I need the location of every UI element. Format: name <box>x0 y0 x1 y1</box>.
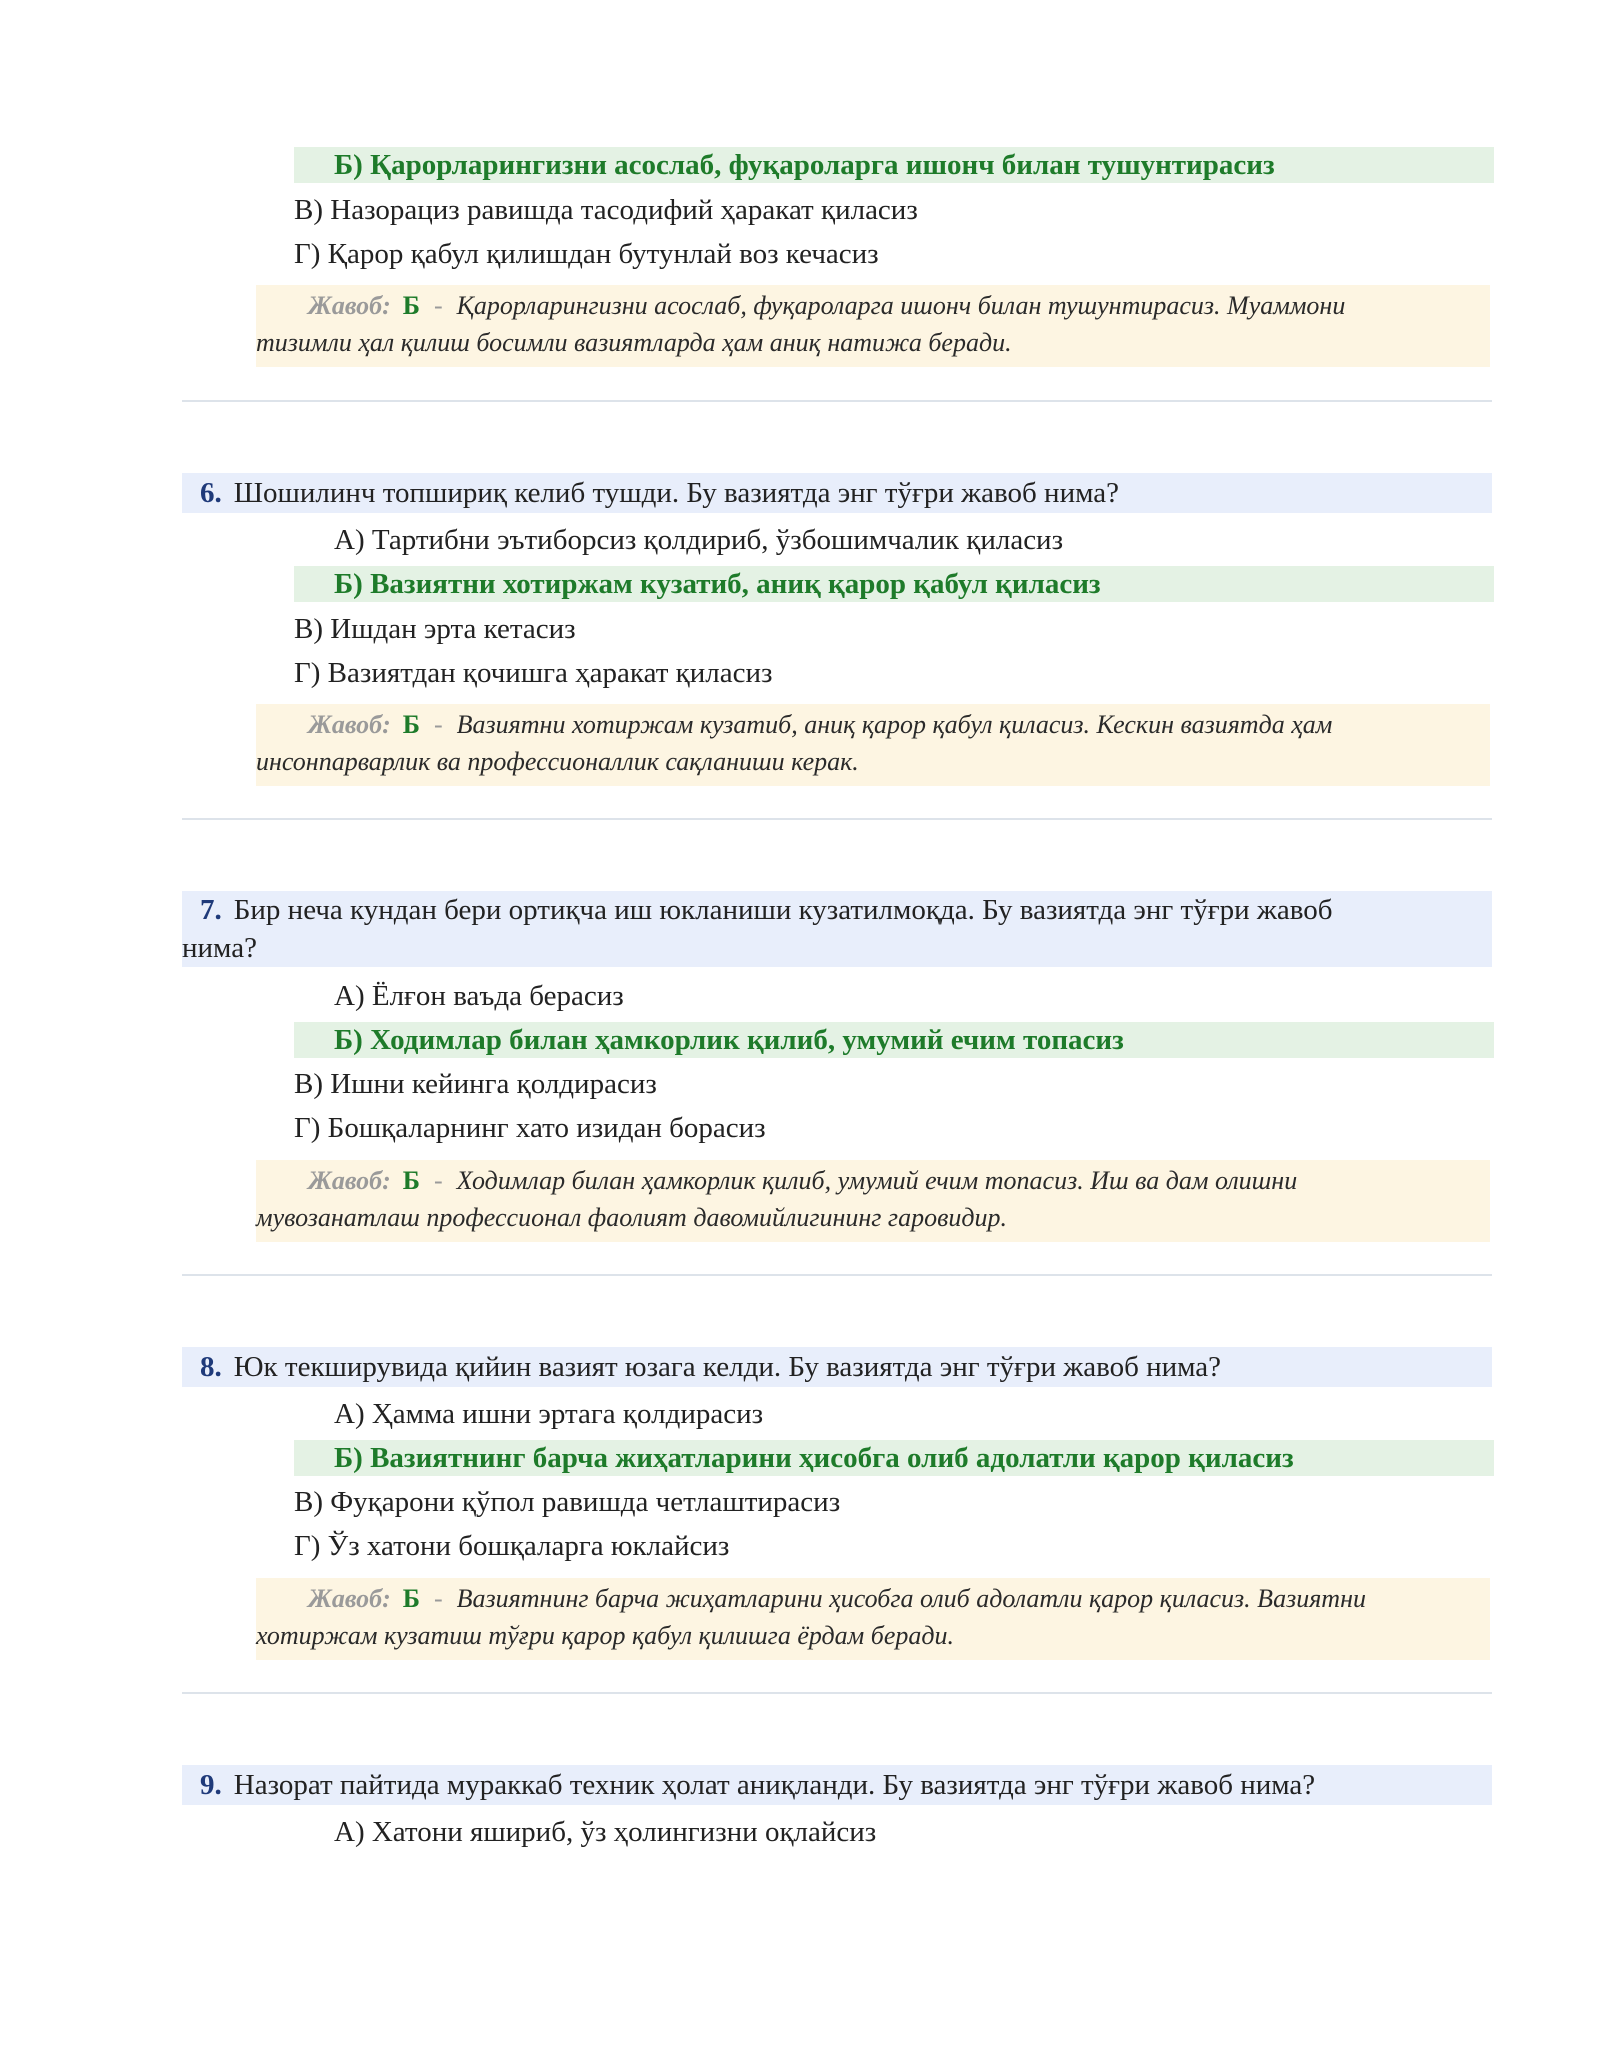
answer-label: Жавоб: <box>308 1166 391 1195</box>
option-a: А) Тартибни эътиборсиз қолдириб, ўзбошимчалик қиласиз <box>334 524 1064 556</box>
option-a: А) Ёлғон ваъда берасиз <box>334 980 624 1012</box>
option-v: В) Назорациз равишда тасодифий ҳаракат қиласиз <box>294 194 918 226</box>
question-text: Юк текширувида қийин вазият юзага келди. Бу вазиятда энг тўғри жавоб нима? <box>233 1351 1222 1383</box>
section-divider <box>182 818 1492 820</box>
answer-letter: Б <box>402 291 420 320</box>
correct-option-b: Б) Вазиятнинг барча жиҳатларини ҳисобга олиб адолатли қарор қиласиз <box>294 1440 1494 1476</box>
section-divider <box>182 1692 1492 1694</box>
answer-dash: - <box>433 291 443 320</box>
answer-text-cont: инсонпарварлик ва профессионаллик сақланиши керак. <box>256 747 859 776</box>
answer-box <box>256 285 1490 367</box>
option-v: В) Ишдан эрта кетасиз <box>294 613 576 645</box>
answer-box <box>256 704 1490 786</box>
section-divider <box>182 1274 1492 1276</box>
answer-dash: - <box>433 1166 443 1195</box>
option-g: Г) Ўз хатони бошқаларга юклайсиз <box>294 1530 730 1562</box>
question-text: Назорат пайтида мураккаб техник ҳолат аниқланди. Бу вазиятда энг тўғри жавоб нима? <box>233 1769 1316 1801</box>
answer-dash: - <box>433 710 443 739</box>
option-v: В) Фуқарони қўпол равишда четлаштирасиз <box>294 1486 841 1518</box>
question-text: Шошилинч топшириқ келиб тушди. Бу вазиятда энг тўғри жавоб нима? <box>233 477 1119 509</box>
question-number: 8. <box>200 1351 222 1383</box>
answer-text: Вазиятнинг барча жиҳатларини ҳисобга олиб адолатли қарор қиласиз. Вазиятни <box>456 1584 1366 1613</box>
option-v: В) Ишни кейинга қолдирасиз <box>294 1068 657 1100</box>
answer-text: Вазиятни хотиржам кузатиб, аниқ қарор қабул қиласиз. Кескин вазиятда ҳам <box>456 710 1333 739</box>
option-g: Г) Бошқаларнинг хато изидан борасиз <box>294 1112 766 1144</box>
correct-option-b: Б) Қарорларингизни асослаб, фуқароларга ишонч билан тушунтирасиз <box>294 147 1494 183</box>
answer-text: Қарорларингизни асослаб, фуқароларга ишонч билан тушунтирасиз. Муаммони <box>456 291 1346 320</box>
answer-label: Жавоб: <box>308 710 391 739</box>
answer-text-cont: тизимли ҳал қилиш босимли вазиятларда ҳам аниқ натижа беради. <box>256 328 1012 357</box>
answer-label: Жавоб: <box>308 291 391 320</box>
answer-box <box>256 1578 1490 1660</box>
answer-letter: Б <box>402 1166 420 1195</box>
answer-letter: Б <box>402 1584 420 1613</box>
question-8 <box>182 1347 1492 1387</box>
question-7 <box>182 891 1492 967</box>
option-g: Г) Қарор қабул қилишдан бутунлай воз кечасиз <box>294 238 879 270</box>
answer-text-cont: мувозанатлаш профессионал фаолият давомийлигининг гаровидир. <box>256 1203 1008 1232</box>
correct-option-b: Б) Ходимлар билан ҳамкорлик қилиб, умумий ечим топасиз <box>294 1022 1494 1058</box>
question-number: 6. <box>200 477 222 509</box>
option-a: А) Хатони яшириб, ўз ҳолингизни оқлайсиз <box>334 1816 877 1848</box>
answer-text: Ходимлар билан ҳамкорлик қилиб, умумий ечим топасиз. Иш ва дам олишни <box>456 1166 1298 1195</box>
question-6 <box>182 473 1492 513</box>
question-number: 9. <box>200 1769 222 1801</box>
answer-label: Жавоб: <box>308 1584 391 1613</box>
correct-option-b: Б) Вазиятни хотиржам кузатиб, аниқ қарор қабул қиласиз <box>294 566 1494 602</box>
question-text: Бир неча кундан бери ортиқча иш юкланиши кузатилмоқда. Бу вазиятда энг тўғри жавоб <box>233 894 1333 926</box>
section-divider <box>182 400 1492 402</box>
option-a: А) Ҳамма ишни эртага қолдирасиз <box>334 1398 764 1430</box>
answer-dash: - <box>433 1584 443 1613</box>
question-text-cont: нима? <box>182 932 257 964</box>
question-number: 7. <box>200 894 222 926</box>
answer-text-cont: хотиржам кузатиш тўғри қарор қабул қилишга ёрдам беради. <box>256 1621 955 1650</box>
option-g: Г) Вазиятдан қочишга ҳаракат қиласиз <box>294 657 773 689</box>
answer-letter: Б <box>402 710 420 739</box>
question-9 <box>182 1765 1492 1805</box>
answer-box <box>256 1160 1490 1242</box>
